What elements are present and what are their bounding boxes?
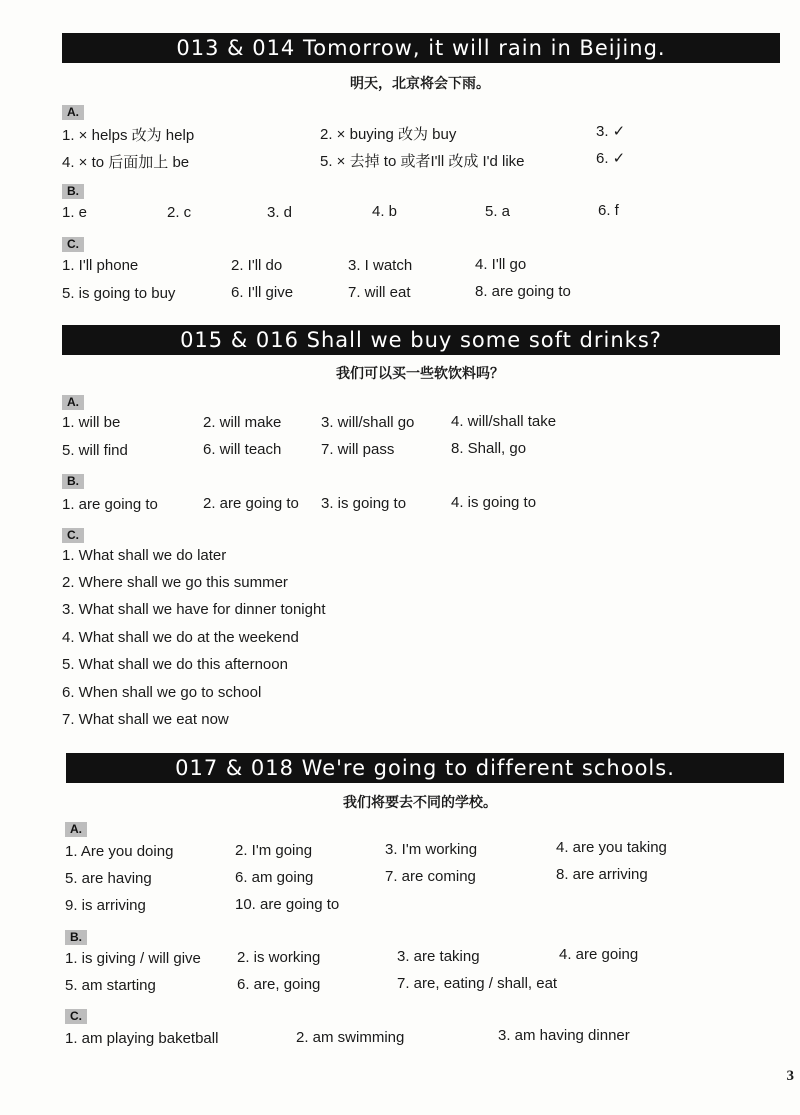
answer-item: 2. c	[167, 204, 192, 221]
answer-item: 1. What shall we do later	[62, 547, 227, 564]
answer-item: 7. will eat	[348, 284, 411, 301]
answer-item: 9. is arriving	[65, 897, 146, 914]
answer-item: 2. I'm going	[235, 842, 313, 859]
answer-item: 6. f	[598, 202, 619, 219]
answer-item: 5. × 去掉 to 或者I'll 改成 I'd like	[320, 153, 525, 170]
section-title-015-016: 015 & 016 Shall we buy some soft drinks?	[62, 325, 780, 355]
exercise-label-c: C.	[62, 528, 84, 543]
answer-item: 1. am playing baketball	[65, 1030, 219, 1047]
answer-item: 4. are you taking	[556, 839, 667, 856]
answer-item: 4. will/shall take	[451, 413, 557, 430]
answer-item: 7. What shall we eat now	[62, 711, 229, 728]
exercise-label-a: A.	[62, 395, 84, 410]
answer-item: 3. I'm working	[385, 841, 478, 858]
answer-item: 5. am starting	[65, 977, 156, 994]
section-subtitle-013-014: 明天，北京将会下雨。	[350, 75, 490, 91]
section-subtitle-015-016: 我们可以买一些软饮料吗？	[336, 365, 504, 381]
answer-item: 6. ✓	[596, 150, 626, 167]
section-title-013-014: 013 & 014 Tomorrow, it will rain in Beijing.	[62, 33, 780, 63]
answer-item: 2. × buying 改为 buy	[320, 126, 457, 143]
answer-item: 8. are going to	[475, 283, 571, 300]
answer-item: 1. is giving / will give	[65, 950, 201, 967]
answer-item: 4. is going to	[451, 494, 537, 511]
answer-item: 4. What shall we do at the weekend	[62, 629, 299, 646]
answer-item: 7. are, eating / shall, eat	[397, 975, 558, 992]
answer-item: 3. ✓	[596, 123, 626, 140]
answer-item: 5. What shall we do this afternoon	[62, 656, 288, 673]
exercise-label-c: C.	[62, 237, 84, 252]
answer-item: 1. will be	[62, 414, 121, 431]
answer-item: 10. are going to	[235, 896, 340, 913]
answer-item: 2. Where shall we go this summer	[62, 574, 288, 591]
section-title-017-018: 017 & 018 We're going to different schools.	[66, 753, 784, 783]
answer-item: 2. are going to	[203, 495, 299, 512]
answer-item: 7. will pass	[321, 441, 395, 458]
page-number: 3	[786, 1068, 794, 1084]
answer-item: 6. am going	[235, 869, 314, 886]
exercise-label-c: C.	[65, 1009, 87, 1024]
answer-item: 8. are arriving	[556, 866, 648, 883]
exercise-label-b: B.	[62, 474, 84, 489]
answer-item: 4. I'll go	[475, 256, 527, 273]
answer-item: 1. I'll phone	[62, 257, 139, 274]
exercise-label-b: B.	[62, 184, 84, 199]
answer-item: 1. are going to	[62, 496, 158, 513]
answer-item: 6. When shall we go to school	[62, 684, 262, 701]
answer-item: 3. I watch	[348, 257, 413, 274]
answer-item: 3. am having dinner	[498, 1027, 630, 1044]
answer-item: 2. will make	[203, 414, 282, 431]
answer-item: 7. are coming	[385, 868, 476, 885]
answer-item: 5. is going to buy	[62, 285, 176, 302]
answer-item: 3. d	[267, 204, 293, 221]
answer-item: 3. What shall we have for dinner tonight	[62, 601, 326, 618]
answer-item: 4. are going	[559, 946, 639, 963]
answer-item: 1. × helps 改为 help	[62, 127, 195, 144]
answer-item: 5. are having	[65, 870, 152, 887]
answer-item: 6. I'll give	[231, 284, 294, 301]
answer-item: 6. will teach	[203, 441, 282, 458]
answer-item: 6. are, going	[237, 976, 321, 993]
answer-item: 2. is working	[237, 949, 321, 966]
answer-item: 8. Shall, go	[451, 440, 527, 457]
answer-item: 4. b	[372, 203, 398, 220]
answer-item: 1. Are you doing	[65, 843, 174, 860]
answer-item: 4. × to 后面加上 be	[62, 154, 190, 171]
answer-item: 5. will find	[62, 442, 128, 459]
exercise-label-b: B.	[65, 930, 87, 945]
answer-item: 2. am swimming	[296, 1029, 405, 1046]
answer-item: 3. is going to	[321, 495, 407, 512]
exercise-label-a: A.	[62, 105, 84, 120]
answer-item: 3. are taking	[397, 948, 480, 965]
answer-item: 1. e	[62, 204, 88, 221]
exercise-label-a: A.	[65, 822, 87, 837]
section-subtitle-017-018: 我们将要去不同的学校。	[343, 794, 497, 810]
answer-item: 5. a	[485, 203, 511, 220]
answer-item: 3. will/shall go	[321, 414, 415, 431]
answer-item: 2. I'll do	[231, 257, 283, 274]
